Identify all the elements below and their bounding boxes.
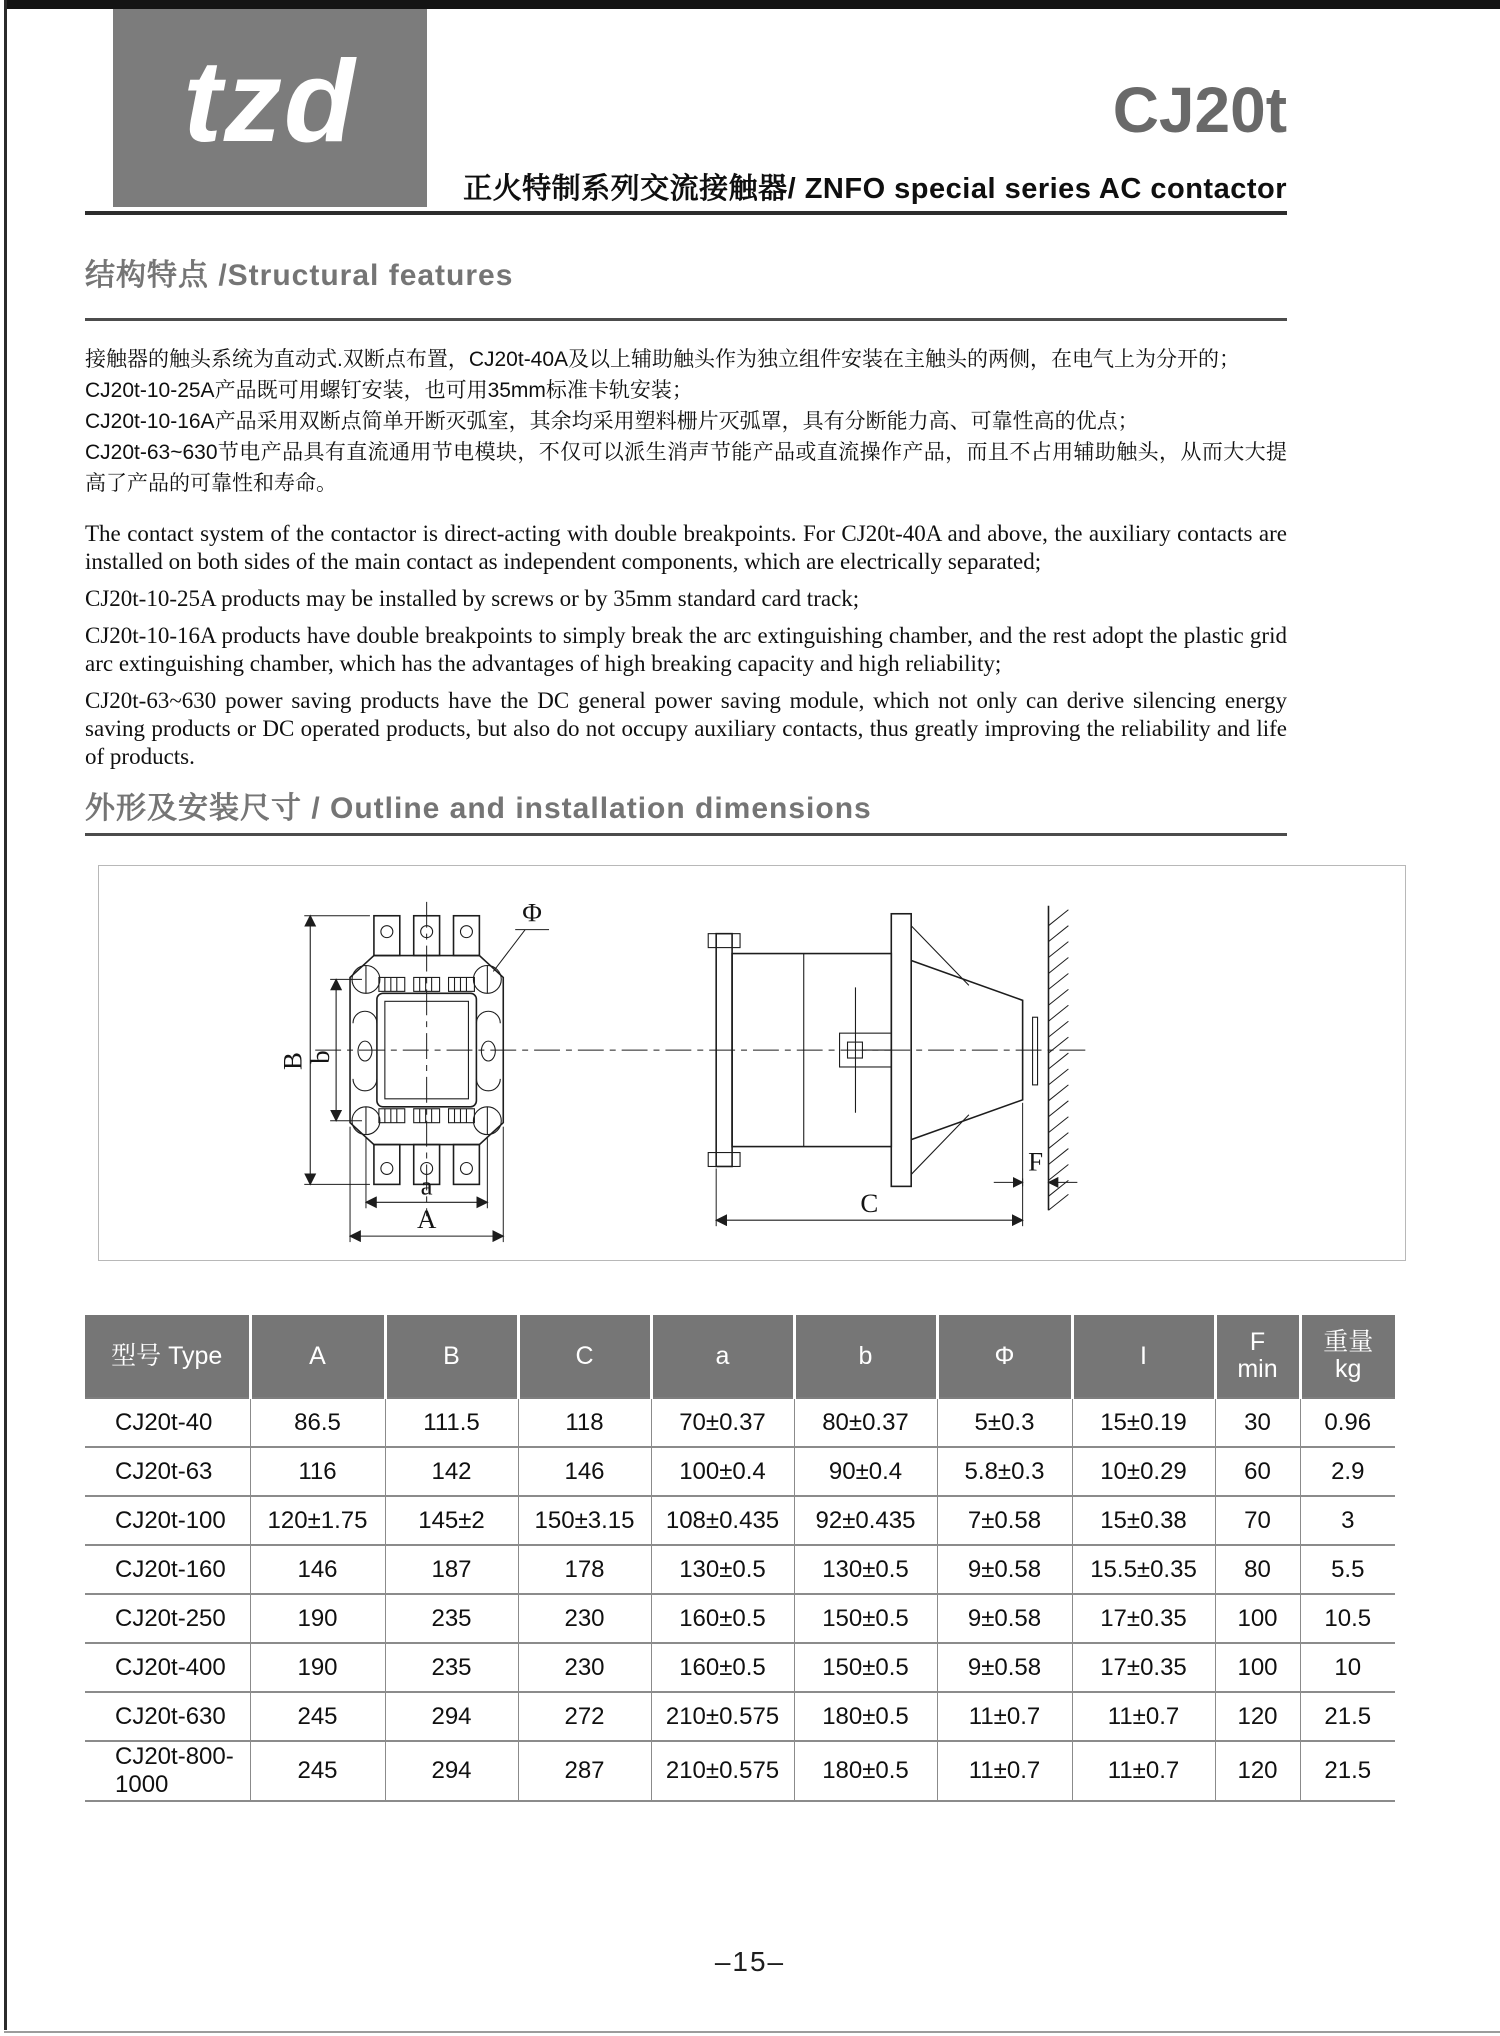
table-cell: 9±0.58 bbox=[937, 1545, 1072, 1594]
table-cell: 15±0.38 bbox=[1072, 1496, 1215, 1545]
table-cell: 10.5 bbox=[1300, 1594, 1395, 1643]
table-cell: 116 bbox=[250, 1447, 385, 1496]
table-cell: 210±0.575 bbox=[651, 1741, 794, 1801]
page-number: –15– bbox=[714, 1946, 786, 1977]
table-cell-type: CJ20t-800-1000 bbox=[85, 1741, 250, 1801]
table-cell: 150±3.15 bbox=[518, 1496, 651, 1545]
scan-edge-left bbox=[4, 0, 7, 2030]
table-cell: 111.5 bbox=[385, 1398, 518, 1447]
table-cell: 3 bbox=[1300, 1496, 1395, 1545]
table-cell: 190 bbox=[250, 1594, 385, 1643]
table-cell: 160±0.5 bbox=[651, 1643, 794, 1692]
table-cell: 17±0.35 bbox=[1072, 1594, 1215, 1643]
zh-paragraph: CJ20t-10-16A产品采用双断点简单开断灭弧室，其余均采用塑料栅片灭弧罩，具有分断能力高、可靠性高的优点； bbox=[85, 410, 1139, 433]
dim-label-c-capital: C bbox=[860, 1188, 879, 1219]
table-cell: 190 bbox=[250, 1643, 385, 1692]
table-cell: 2.9 bbox=[1300, 1447, 1395, 1496]
table-cell-type: CJ20t-63 bbox=[85, 1447, 250, 1496]
table-cell-type: CJ20t-630 bbox=[85, 1692, 250, 1741]
scan-edge-top bbox=[4, 0, 1500, 9]
table-cell: 92±0.435 bbox=[794, 1496, 937, 1545]
dim-label-a-capital: A bbox=[416, 1204, 437, 1235]
table-cell: 235 bbox=[385, 1594, 518, 1643]
table-cell: 145±2 bbox=[385, 1496, 518, 1545]
table-cell: 30 bbox=[1215, 1398, 1300, 1447]
table-cell: 120 bbox=[1215, 1741, 1300, 1801]
zh-paragraph: CJ20t-10-25A产品既可用螺钉安装，也可用35mm标准卡轨安装； bbox=[85, 379, 693, 402]
header-rule bbox=[85, 211, 1287, 215]
section-rule-structural bbox=[85, 318, 1287, 321]
column-header-phi: Φ bbox=[937, 1315, 1072, 1398]
table-cell: 146 bbox=[518, 1447, 651, 1496]
table-cell: 60 bbox=[1215, 1447, 1300, 1496]
table-cell: 142 bbox=[385, 1447, 518, 1496]
en-paragraph: The contact system of the contactor is direct-acting with double breakpoints. For CJ20t-40A and above, the auxiliary contacts are installed on both sides of the main contact as independent components, which are electrically separated; bbox=[85, 521, 1287, 574]
table-cell: 108±0.435 bbox=[651, 1496, 794, 1545]
column-header-C: C bbox=[518, 1315, 651, 1398]
table-cell: 130±0.5 bbox=[651, 1545, 794, 1594]
table-cell: 100 bbox=[1215, 1594, 1300, 1643]
column-header-A: A bbox=[250, 1315, 385, 1398]
table-cell: 10±0.29 bbox=[1072, 1447, 1215, 1496]
table-row bbox=[85, 1545, 1395, 1594]
column-header-type: 型号 Type bbox=[85, 1315, 250, 1398]
table-cell: 80 bbox=[1215, 1545, 1300, 1594]
table-cell: 70 bbox=[1215, 1496, 1300, 1545]
table-cell: 180±0.5 bbox=[794, 1741, 937, 1801]
column-header-B: B bbox=[385, 1315, 518, 1398]
table-cell: 178 bbox=[518, 1545, 651, 1594]
table-cell: 9±0.58 bbox=[937, 1594, 1072, 1643]
table-cell: 17±0.35 bbox=[1072, 1643, 1215, 1692]
table-header-row bbox=[85, 1315, 1395, 1398]
table-cell: 21.5 bbox=[1300, 1741, 1395, 1801]
table-cell: 294 bbox=[385, 1692, 518, 1741]
table-cell: 90±0.4 bbox=[794, 1447, 937, 1496]
table-cell-type: CJ20t-100 bbox=[85, 1496, 250, 1545]
en-paragraph: CJ20t-10-25A products may be installed by screws or by 35mm standard card track; bbox=[85, 586, 860, 611]
table-cell: 11±0.7 bbox=[937, 1741, 1072, 1801]
table-cell: 245 bbox=[250, 1692, 385, 1741]
table-cell: 15±0.19 bbox=[1072, 1398, 1215, 1447]
product-model-title: CJ20t bbox=[1112, 74, 1287, 146]
table-cell: 21.5 bbox=[1300, 1692, 1395, 1741]
table-cell: 7±0.58 bbox=[937, 1496, 1072, 1545]
table-cell: 9±0.58 bbox=[937, 1643, 1072, 1692]
table-cell: 5.5 bbox=[1300, 1545, 1395, 1594]
table-cell: 120±1.75 bbox=[250, 1496, 385, 1545]
table-row bbox=[85, 1741, 1395, 1801]
column-header-weight: 重量 kg bbox=[1300, 1315, 1395, 1398]
en-paragraph: CJ20t-10-16A products have double breakpoints to simply break the arc extinguishing chamber, and the rest adopt the plastic grid arc extinguishing chamber, which has the advantages of high breaking capacity and high reliability; bbox=[85, 623, 1287, 676]
table-cell: 80±0.37 bbox=[794, 1398, 937, 1447]
table-cell: 100±0.4 bbox=[651, 1447, 794, 1496]
column-header-a: a bbox=[651, 1315, 794, 1398]
table-row bbox=[85, 1692, 1395, 1741]
table-cell: 5±0.3 bbox=[937, 1398, 1072, 1447]
zh-paragraph: 接触器的触头系统为直动式.双断点布置，CJ20t-40A及以上辅助触头作为独立组件安装在主触头的两侧，在电气上为分开的； bbox=[85, 348, 1241, 371]
table-cell: 160±0.5 bbox=[651, 1594, 794, 1643]
table-cell: 230 bbox=[518, 1594, 651, 1643]
table-cell: 187 bbox=[385, 1545, 518, 1594]
structural-features-english bbox=[85, 520, 1287, 771]
brand-logo: tzd bbox=[183, 36, 357, 166]
table-cell: 146 bbox=[250, 1545, 385, 1594]
column-header-b: b bbox=[794, 1315, 937, 1398]
brand-logo-box bbox=[113, 9, 427, 207]
table-cell: 150±0.5 bbox=[794, 1594, 937, 1643]
table-cell: 0.96 bbox=[1300, 1398, 1395, 1447]
table-cell: 11±0.7 bbox=[1072, 1741, 1215, 1801]
table-cell: 235 bbox=[385, 1643, 518, 1692]
technical-drawing-box bbox=[98, 865, 1406, 1261]
dim-label-b-capital: B bbox=[277, 1052, 308, 1070]
table-cell: 130±0.5 bbox=[794, 1545, 937, 1594]
table-cell: 287 bbox=[518, 1741, 651, 1801]
technical-drawing bbox=[99, 866, 1405, 1260]
table-cell: 11±0.7 bbox=[1072, 1692, 1215, 1741]
scan-edge-bottom bbox=[4, 2031, 1500, 2033]
dim-label-f-capital: F bbox=[1028, 1146, 1044, 1177]
dim-label-b-small: b bbox=[305, 1050, 336, 1064]
en-paragraph: CJ20t-63~630 power saving products have the DC general power saving module, which not only can derive silencing energy saving products or DC operated products, but also do not occupy auxiliary contacts, thus greatly improving the reliability and life of products. bbox=[85, 688, 1287, 769]
wall-hatching bbox=[1048, 910, 1068, 1210]
table-cell-type: CJ20t-400 bbox=[85, 1643, 250, 1692]
dimensions-table bbox=[85, 1315, 1395, 1802]
table-cell: 5.8±0.3 bbox=[937, 1447, 1072, 1496]
table-row bbox=[85, 1447, 1395, 1496]
dim-label-a-small: a bbox=[420, 1170, 433, 1201]
table-cell: 272 bbox=[518, 1692, 651, 1741]
dim-label-phi: Φ bbox=[522, 897, 542, 928]
zh-paragraph: CJ20t-63~630节电产品具有直流通用节电模块，不仅可以派生消声节能产品或直流操作产品，而且不占用辅助触头，从而大大提高了产品的可靠性和寿命。 bbox=[85, 441, 1287, 495]
table-row bbox=[85, 1398, 1395, 1447]
structural-features-chinese bbox=[85, 344, 1287, 499]
table-cell: 210±0.575 bbox=[651, 1692, 794, 1741]
section-title-outline-dimensions: 外形及安装尺寸 / Outline and installation dimensions bbox=[85, 792, 872, 825]
table-row bbox=[85, 1594, 1395, 1643]
table-cell: 294 bbox=[385, 1741, 518, 1801]
table-body bbox=[85, 1398, 1395, 1801]
table-cell: 86.5 bbox=[250, 1398, 385, 1447]
table-cell: 245 bbox=[250, 1741, 385, 1801]
table-row bbox=[85, 1496, 1395, 1545]
product-subtitle: 正火特制系列交流接触器/ ZNFO special series AC contactor bbox=[463, 173, 1287, 205]
table-cell: 120 bbox=[1215, 1692, 1300, 1741]
table-cell: 118 bbox=[518, 1398, 651, 1447]
table-cell: 100 bbox=[1215, 1643, 1300, 1692]
section-title-structural-features: 结构特点 /Structural features bbox=[85, 259, 514, 292]
table-cell: 230 bbox=[518, 1643, 651, 1692]
section-rule-outline bbox=[85, 833, 1287, 836]
side-view bbox=[708, 906, 1077, 1226]
table-cell-type: CJ20t-160 bbox=[85, 1545, 250, 1594]
table-cell-type: CJ20t-40 bbox=[85, 1398, 250, 1447]
column-header-f-min: F min bbox=[1215, 1315, 1300, 1398]
table-cell: 11±0.7 bbox=[937, 1692, 1072, 1741]
table-cell: 10 bbox=[1300, 1643, 1395, 1692]
front-view bbox=[277, 898, 549, 1242]
table-cell: 180±0.5 bbox=[794, 1692, 937, 1741]
table-cell-type: CJ20t-250 bbox=[85, 1594, 250, 1643]
table-cell: 70±0.37 bbox=[651, 1398, 794, 1447]
table-cell: 150±0.5 bbox=[794, 1643, 937, 1692]
table-cell: 15.5±0.35 bbox=[1072, 1545, 1215, 1594]
table-row bbox=[85, 1643, 1395, 1692]
column-header-I: I bbox=[1072, 1315, 1215, 1398]
